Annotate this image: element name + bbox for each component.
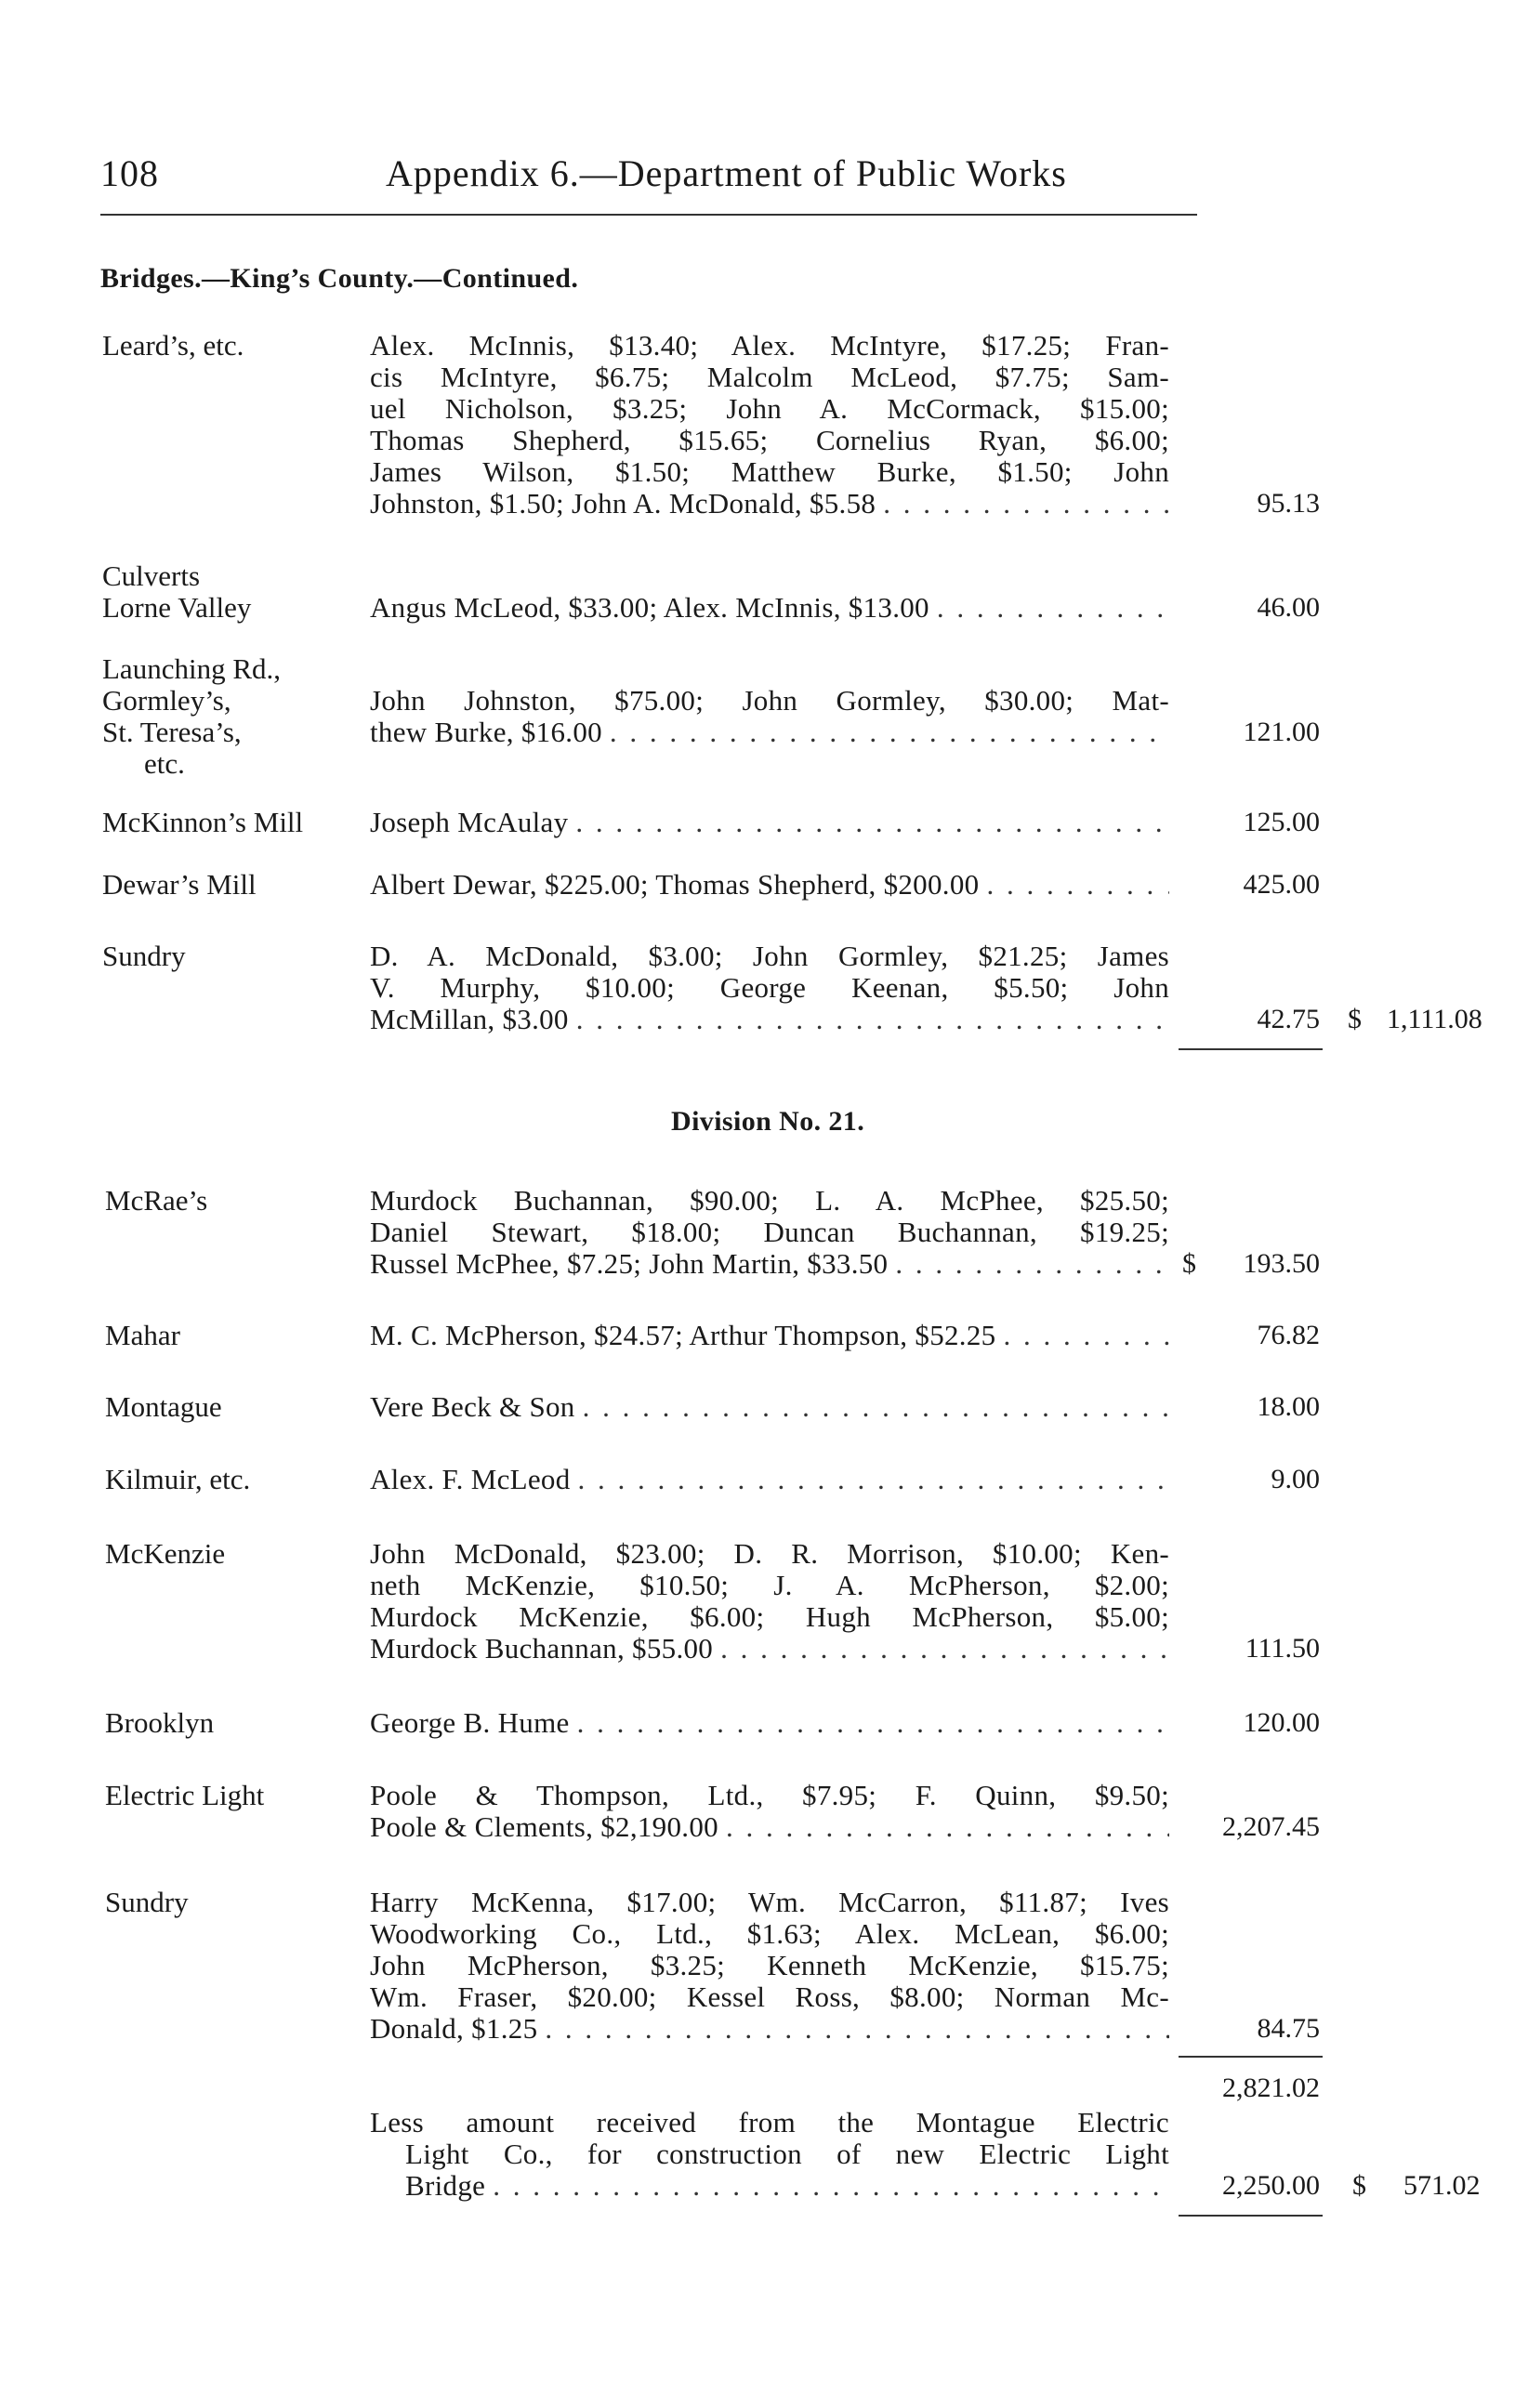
description-line: [370, 2138, 1169, 2170]
section-total: 571.02: [1403, 2170, 1481, 2201]
entry-description: [370, 1538, 1169, 1665]
description-line: [370, 1981, 1169, 2013]
header-rule: [100, 214, 1197, 216]
entry-description: [370, 592, 1169, 624]
description-line: [370, 1887, 1169, 1918]
entry-label: Leard’s, etc.: [102, 329, 244, 362]
description-line: [370, 330, 1169, 362]
description-text: Donald, $1.25: [370, 2012, 538, 2045]
page-title: Appendix 6.—Department of Public Works: [386, 152, 1067, 194]
amount-currency: $: [1182, 1248, 1197, 1279]
description-line: [370, 1464, 1169, 1495]
entry-description: [370, 1780, 1169, 1843]
entry-amount: 76.82: [1257, 1320, 1320, 1350]
entry-amount: 121.00: [1243, 717, 1320, 747]
entry-amount: 125.00: [1243, 807, 1320, 837]
description-text: John Johnston, $75.00; John Gormley, $30.00; Mat-: [370, 684, 1169, 717]
description-line: [370, 1633, 1169, 1665]
entry-amount: 2,207.45: [1222, 1811, 1320, 1842]
description-line: [370, 1248, 1169, 1280]
description-text: M. C. McPherson, $24.57; Arthur Thompson, $52.25: [370, 1319, 996, 1351]
total-rule: [1179, 2215, 1323, 2217]
description-line: [370, 869, 1169, 901]
leader-dots: [493, 2170, 1169, 2202]
description-line: [370, 592, 1169, 624]
entry-description: [370, 1464, 1169, 1495]
description-text: neth McKenzie, $10.50; J. A. McPherson, $2.00;: [370, 1569, 1169, 1601]
entry-description: [370, 330, 1169, 520]
description-text: Albert Dewar, $225.00; Thomas Shepherd, $200.00: [370, 868, 980, 901]
page-number: 108: [100, 152, 159, 194]
description-text: D. A. McDonald, $3.00; John Gormley, $21.25; James: [370, 940, 1169, 972]
description-line: [370, 362, 1169, 393]
description-line: [370, 717, 1169, 748]
leader-dots: [937, 592, 1169, 624]
entry-amount: 120.00: [1243, 1707, 1320, 1738]
entry-label: McKenzie: [105, 1537, 226, 1570]
entry-label: Dewar’s Mill: [102, 868, 257, 901]
description-text: Less amount received from the Montague Electric: [370, 2106, 1169, 2138]
description-line: [370, 972, 1169, 1004]
description-text: Murdock McKenzie, $6.00; Hugh McPherson, $5.00;: [370, 1600, 1169, 1633]
description-line: [370, 1217, 1169, 1248]
description-text: Alex. McInnis, $13.40; Alex. McIntyre, $17.25; Fran-: [370, 329, 1169, 362]
entry-description: [370, 1887, 1169, 2045]
description-text: Woodworking Co., Ltd., $1.63; Alex. McLean, $6.00;: [370, 1917, 1169, 1950]
leader-dots: [726, 1811, 1169, 1843]
subtotal-rule: [1179, 2056, 1323, 2058]
description-line: [370, 456, 1169, 488]
description-line: [370, 2013, 1169, 2045]
description-text: Johnston, $1.50; John A. McDonald, $5.58: [370, 487, 876, 520]
leader-dots: [575, 807, 1169, 838]
entry-description: [370, 685, 1169, 748]
description-text: Harry McKenna, $17.00; Wm. McCarron, $11.87; Ives: [370, 1886, 1169, 1918]
subtotal: 2,821.02: [1222, 2072, 1320, 2103]
entry-description: [370, 1707, 1169, 1739]
description-text: Light Co., for construction of new Electric Light: [405, 2138, 1169, 2170]
description-text: Russel McPhee, $7.25; John Martin, $33.50: [370, 1247, 889, 1280]
leader-dots: [545, 2013, 1169, 2045]
description-line: [370, 807, 1169, 838]
section-heading: Bridges.—King’s County.—Continued.: [100, 263, 579, 294]
division-heading: Division No. 21.: [671, 1106, 865, 1137]
description-line: [370, 1601, 1169, 1633]
entry-label: Sundry: [105, 1886, 189, 1918]
description-line: [370, 1811, 1169, 1843]
entry-amount: 46.00: [1257, 592, 1320, 623]
entry-amount: 84.75: [1257, 2013, 1320, 2044]
description-line: [370, 393, 1169, 425]
leader-dots: [883, 488, 1169, 520]
description-text: V. Murphy, $10.00; George Keenan, $5.50; John: [370, 971, 1169, 1004]
entry-label: Kilmuir, etc.: [105, 1463, 251, 1495]
section-total: 1,111.08: [1387, 1004, 1482, 1034]
description-line: [370, 1950, 1169, 1981]
description-line: [370, 2107, 1169, 2138]
entry-label: Launching Rd.,: [102, 652, 281, 685]
entry-label: McKinnon’s Mill: [102, 806, 304, 838]
entry-amount: 425.00: [1243, 869, 1320, 900]
description-text: Vere Beck & Son: [370, 1390, 575, 1423]
description-text: Bridge: [405, 2169, 486, 2202]
entry-label: Culverts: [102, 559, 201, 592]
less-amount: 2,250.00: [1222, 2170, 1320, 2201]
entry-label: Electric Light: [105, 1779, 265, 1811]
entry-label: Sundry: [102, 940, 186, 972]
leader-dots: [610, 717, 1169, 748]
description-text: Joseph McAulay: [370, 806, 569, 838]
entry-amount: 111.50: [1245, 1633, 1320, 1664]
entry-label: McRae’s: [105, 1184, 208, 1217]
description-text: uel Nicholson, $3.25; John A. McCormack, $15.00;: [370, 392, 1169, 425]
entry-label: Brooklyn: [105, 1706, 215, 1739]
entry-label: Lorne Valley: [102, 591, 252, 624]
description-line: [370, 1320, 1169, 1351]
description-line: [370, 2170, 1169, 2202]
total-rule: [1179, 1048, 1323, 1050]
description-text: George B. Hume: [370, 1706, 570, 1739]
entry-description: [370, 1185, 1169, 1280]
description-text: Angus McLeod, $33.00; Alex. McInnis, $13.00: [370, 591, 929, 624]
description-text: McMillan, $3.00: [370, 1003, 569, 1035]
section-total-currency: $: [1352, 2170, 1366, 2201]
leader-dots: [720, 1633, 1169, 1665]
description-line: [370, 1780, 1169, 1811]
description-line: [370, 1538, 1169, 1570]
description-line: [370, 1918, 1169, 1950]
description-line: [370, 1185, 1169, 1217]
description-line: [370, 1004, 1169, 1035]
description-text: John McPherson, $3.25; Kenneth McKenzie, $15.75;: [370, 1949, 1169, 1981]
leader-dots: [578, 1464, 1169, 1495]
entry-amount: 95.13: [1257, 488, 1320, 519]
description-text: Murdock Buchannan, $90.00; L. A. McPhee, $25.50;: [370, 1184, 1169, 1217]
description-text: Thomas Shepherd, $15.65; Cornelius Ryan, $6.00;: [370, 424, 1169, 456]
leader-dots: [1003, 1320, 1169, 1351]
description-text: cis McIntyre, $6.75; Malcolm McLeod, $7.75; Sam-: [370, 361, 1169, 393]
entry-amount: 42.75: [1257, 1004, 1320, 1034]
entry-description: [370, 869, 1169, 901]
description-text: Daniel Stewart, $18.00; Duncan Buchannan, $19.25;: [370, 1216, 1169, 1248]
description-line: [370, 1391, 1169, 1423]
description-text: James Wilson, $1.50; Matthew Burke, $1.50; John: [370, 455, 1169, 488]
description-line: [370, 685, 1169, 717]
description-text: Wm. Fraser, $20.00; Kessel Ross, $8.00; Norman Mc-: [370, 1980, 1169, 2013]
description-line: [370, 1707, 1169, 1739]
entry-label: St. Teresa’s,: [102, 716, 242, 748]
less-description: [370, 2107, 1169, 2202]
description-text: Murdock Buchannan, $55.00: [370, 1632, 714, 1665]
description-line: [370, 488, 1169, 520]
entry-label: etc.: [144, 747, 185, 780]
description-line: [370, 425, 1169, 456]
section-total-currency: $: [1348, 1004, 1362, 1034]
leader-dots: [583, 1391, 1169, 1423]
leader-dots: [895, 1248, 1169, 1280]
description-text: Alex. F. McLeod: [370, 1463, 571, 1495]
entry-description: [370, 807, 1169, 838]
description-line: [370, 1570, 1169, 1601]
entry-description: [370, 1391, 1169, 1423]
description-text: Poole & Clements, $2,190.00: [370, 1810, 718, 1843]
entry-label: Montague: [105, 1390, 222, 1423]
entry-label: Gormley’s,: [102, 684, 231, 717]
leader-dots: [576, 1004, 1169, 1035]
description-text: thew Burke, $16.00: [370, 716, 602, 748]
entry-amount: 9.00: [1271, 1464, 1320, 1494]
leader-dots: [577, 1707, 1169, 1739]
entry-amount: 18.00: [1257, 1391, 1320, 1422]
entry-description: [370, 1320, 1169, 1351]
description-text: John McDonald, $23.00; D. R. Morrison, $10.00; Ken-: [370, 1537, 1169, 1570]
entry-amount: 193.50: [1243, 1248, 1320, 1279]
description-line: [370, 941, 1169, 972]
description-text: Poole & Thompson, Ltd., $7.95; F. Quinn, $9.50;: [370, 1779, 1169, 1811]
entry-label: Mahar: [105, 1319, 180, 1351]
leader-dots: [986, 869, 1169, 901]
entry-description: [370, 941, 1169, 1035]
